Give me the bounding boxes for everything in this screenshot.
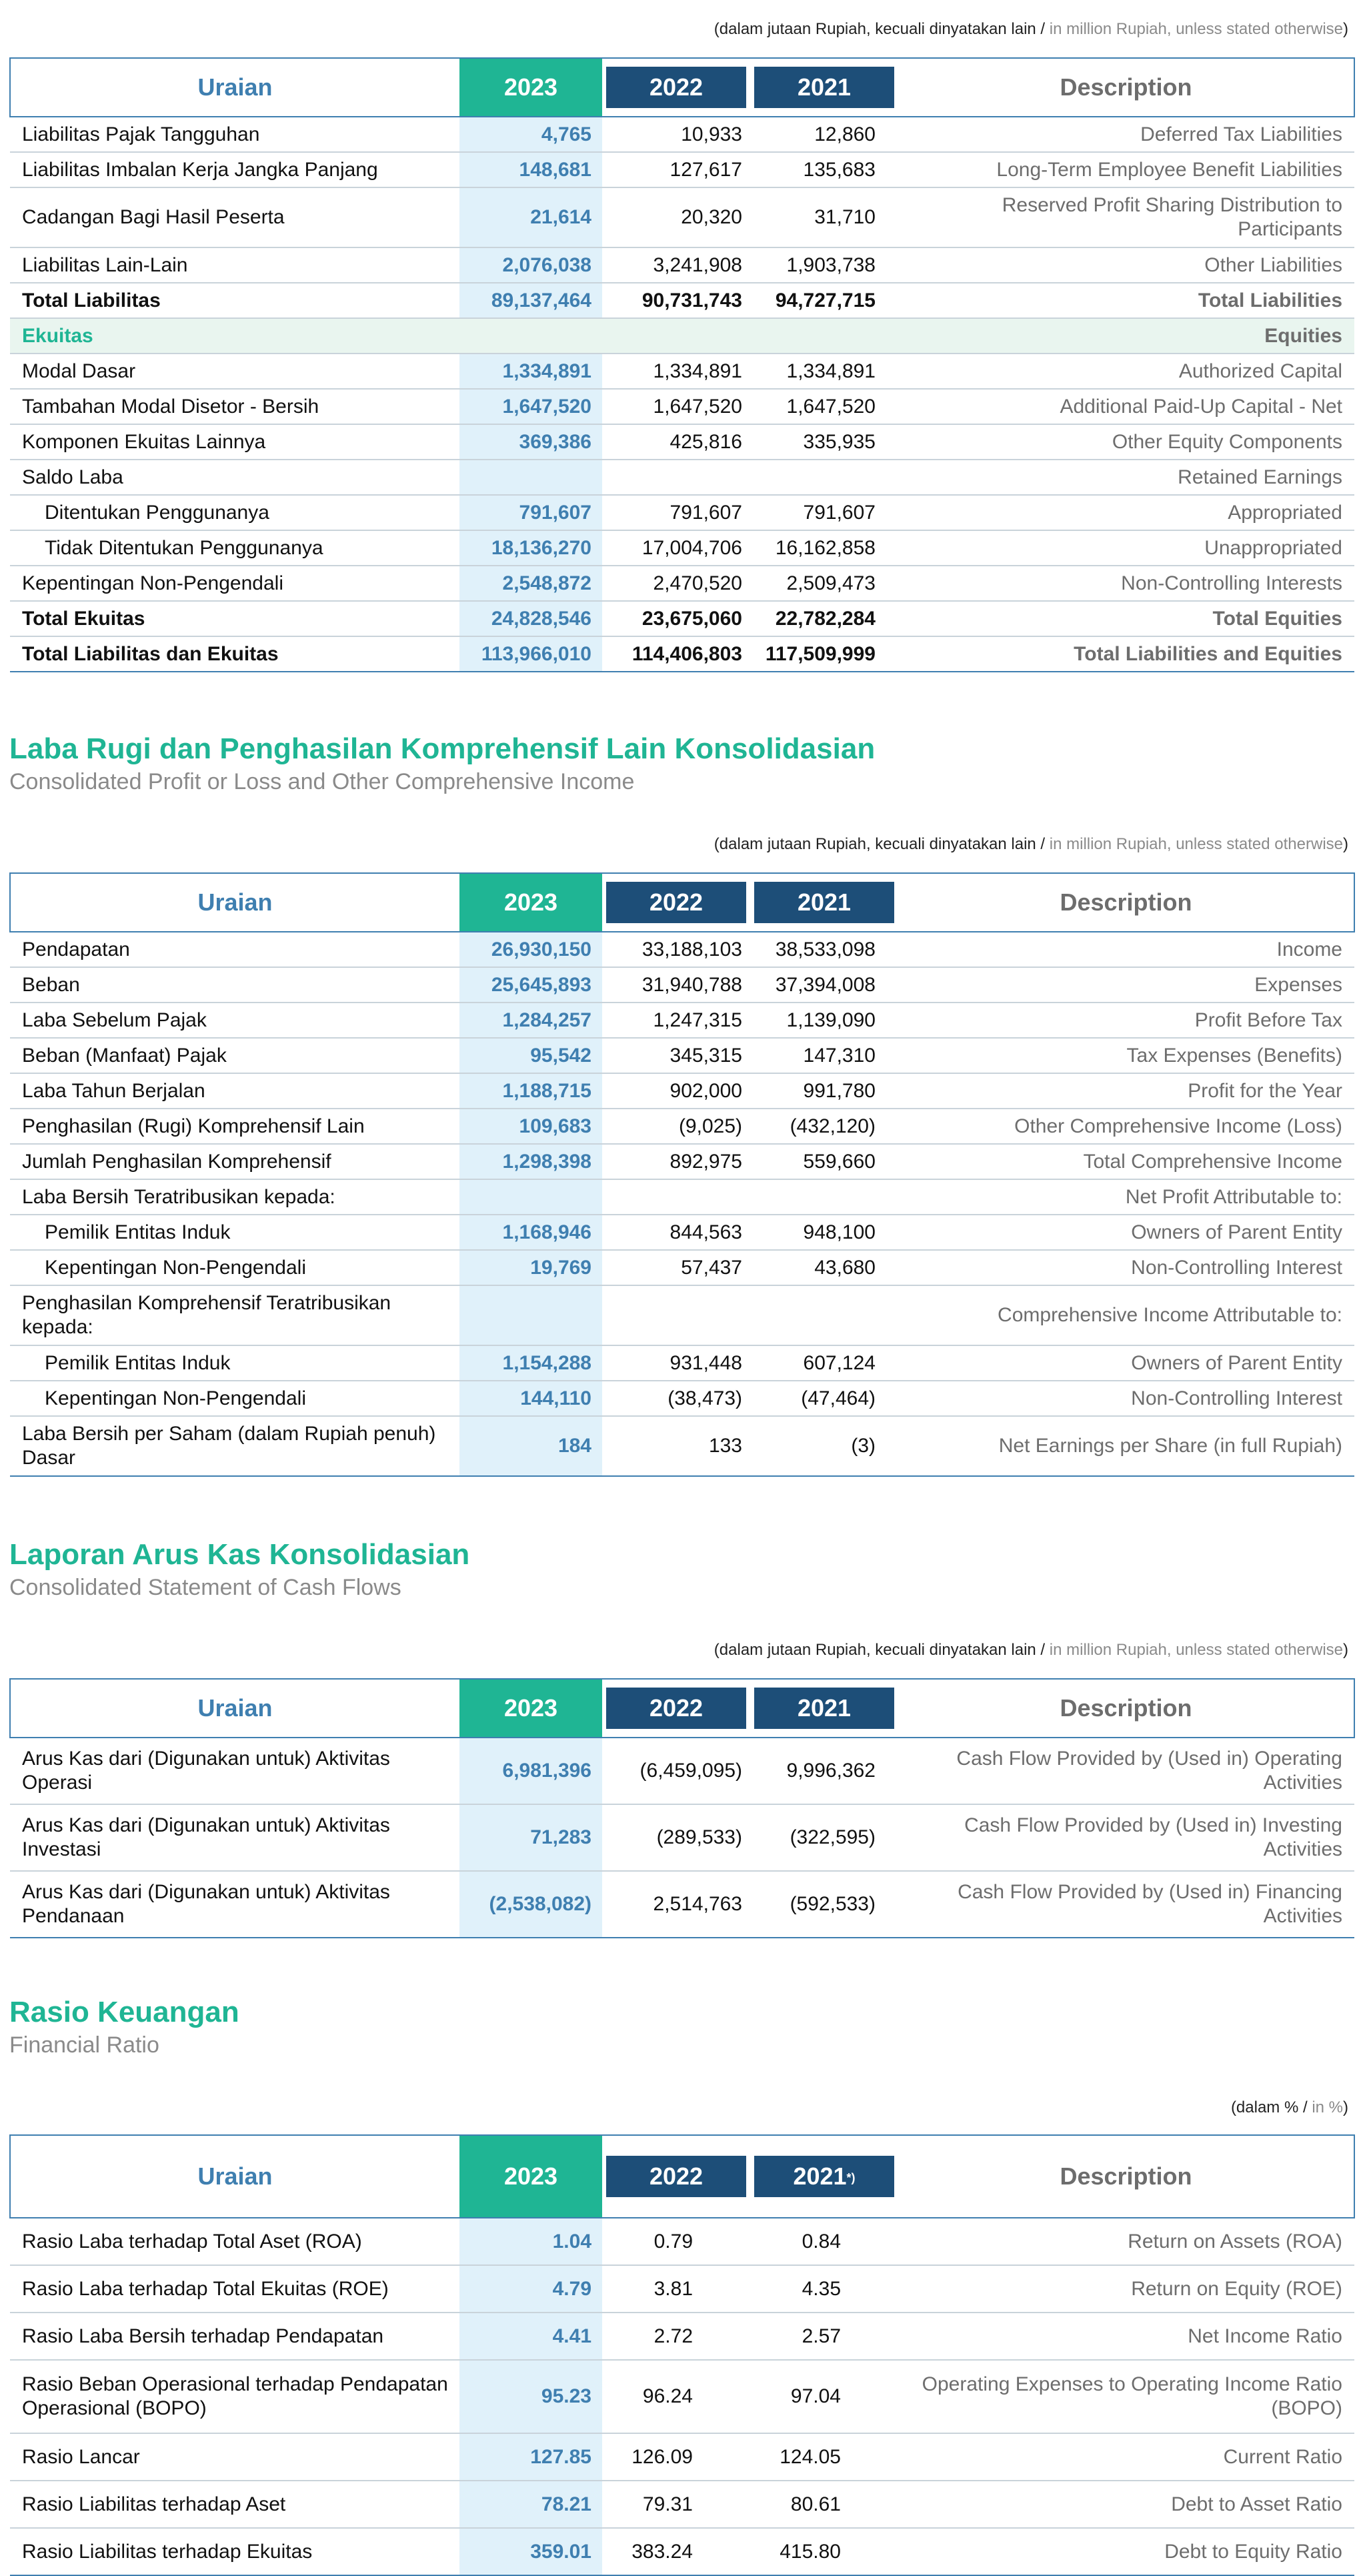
value-2023: 26,930,150 (459, 932, 602, 967)
value-2023: 1,154,288 (459, 1345, 602, 1381)
value-2021: (432,120) (750, 1109, 898, 1144)
row-label: Total Liabilitas dan Ekuitas (10, 636, 459, 672)
row-description: Additional Paid-Up Capital - Net (898, 389, 1354, 424)
row-label: Ekuitas (10, 318, 459, 354)
value-2022: 791,607 (602, 495, 750, 530)
value-2021: 1,139,090 (750, 1003, 898, 1038)
table-row (10, 424, 1354, 460)
value-2023: 359.01 (459, 2528, 602, 2575)
value-2022 (602, 1179, 750, 1215)
value-2021: 9,996,362 (750, 1738, 898, 1804)
value-2021: 4.35 (750, 2265, 898, 2313)
value-2022: 114,406,803 (602, 636, 750, 672)
table-header-row (10, 58, 1354, 117)
table-row (10, 1073, 1354, 1109)
row-description: Deferred Tax Liabilities (898, 117, 1354, 152)
row-label: Laba Bersih per Saham (dalam Rupiah penuh) Dasar (10, 1416, 459, 1476)
table-row (10, 2313, 1354, 2360)
unit-note-close: ) (1343, 1641, 1348, 1659)
value-2021: (3) (750, 1416, 898, 1476)
table-row (10, 187, 1354, 247)
balance-sheet-table (9, 57, 1355, 672)
value-2023: 4.79 (459, 2265, 602, 2313)
row-label: Arus Kas dari (Digunakan untuk) Aktivitas Investasi (10, 1804, 459, 1871)
row-label: Rasio Lancar (10, 2433, 459, 2481)
unit-note-id: (dalam jutaan Rupiah, kecuali dinyatakan lain / (714, 20, 1050, 38)
value-2022: 2,514,763 (602, 1871, 750, 1938)
table-row (10, 247, 1354, 283)
value-2022: 90,731,743 (602, 283, 750, 318)
header-2023: 2023 (459, 1679, 602, 1738)
row-label: Komponen Ekuitas Lainnya (10, 424, 459, 460)
table-row (10, 2265, 1354, 2313)
value-2023: 1,168,946 (459, 1215, 602, 1250)
row-label: Rasio Laba terhadap Total Ekuitas (ROE) (10, 2265, 459, 2313)
row-description: Income (898, 932, 1354, 967)
unit-note-close: ) (1343, 835, 1348, 853)
header-2021: 2021 (750, 58, 898, 117)
value-2021: 2,509,473 (750, 566, 898, 601)
value-2021: 117,509,999 (750, 636, 898, 672)
row-label: Laba Bersih Teratribusikan kepada: (10, 1179, 459, 1215)
table-row (10, 1381, 1354, 1416)
value-2022: 902,000 (602, 1073, 750, 1109)
row-label: Pemilik Entitas Induk (10, 1215, 459, 1250)
header-uraian: Uraian (10, 2135, 459, 2218)
row-label: Saldo Laba (10, 460, 459, 495)
value-2022: 17,004,706 (602, 530, 750, 566)
value-2022: 10,933 (602, 117, 750, 152)
value-2022: 3.81 (602, 2265, 750, 2313)
value-2021: 1,334,891 (750, 354, 898, 389)
table-row (10, 2481, 1354, 2528)
row-description: Retained Earnings (898, 460, 1354, 495)
header-description: Description (898, 873, 1354, 932)
value-2023: 1,647,520 (459, 389, 602, 424)
row-description: Return on Equity (ROE) (898, 2265, 1354, 2313)
table-row (10, 389, 1354, 424)
row-description: Non-Controlling Interest (898, 1250, 1354, 1285)
unit-note-en: in % (1312, 2098, 1343, 2116)
header-2021: 2021*) (750, 2135, 898, 2218)
value-2022: 133 (602, 1416, 750, 1476)
value-2021 (750, 460, 898, 495)
row-description: Non-Controlling Interests (898, 566, 1354, 601)
unit-note (714, 835, 1351, 854)
row-description: Authorized Capital (898, 354, 1354, 389)
value-2023 (459, 1285, 602, 1345)
row-description: Unappropriated (898, 530, 1354, 566)
value-2021: 415.80 (750, 2528, 898, 2575)
value-2021: (592,533) (750, 1871, 898, 1938)
value-2021: 0.84 (750, 2218, 898, 2265)
value-2022: 96.24 (602, 2360, 750, 2433)
value-2022: 1,334,891 (602, 354, 750, 389)
value-2023: 184 (459, 1416, 602, 1476)
header-2021: 2021 (750, 873, 898, 932)
header-2022: 2022 (602, 2135, 750, 2218)
row-label: Liabilitas Lain-Lain (10, 247, 459, 283)
table-row (10, 566, 1354, 601)
financial-ratio-heading (9, 1994, 239, 2060)
financial-ratio-table (9, 2134, 1355, 2576)
row-description: Non-Controlling Interest (898, 1381, 1354, 1416)
value-2023 (459, 460, 602, 495)
table-header-row (10, 1679, 1354, 1738)
table-header-row (10, 2135, 1354, 2218)
row-label: Kepentingan Non-Pengendali (10, 1250, 459, 1285)
row-description: Debt to Asset Ratio (898, 2481, 1354, 2528)
row-label: Tidak Ditentukan Penggunanya (10, 530, 459, 566)
row-description: Profit Before Tax (898, 1003, 1354, 1038)
table-row (10, 2218, 1354, 2265)
value-2023 (459, 318, 602, 354)
row-label: Liabilitas Pajak Tangguhan (10, 117, 459, 152)
header-2023: 2023 (459, 58, 602, 117)
value-2022: 0.79 (602, 2218, 750, 2265)
row-label: Liabilitas Imbalan Kerja Jangka Panjang (10, 152, 459, 187)
table-row (10, 967, 1354, 1003)
table-row (10, 1109, 1354, 1144)
value-2022: 20,320 (602, 187, 750, 247)
header-description: Description (898, 1679, 1354, 1738)
value-2021: 948,100 (750, 1215, 898, 1250)
section-subtitle: Consolidated Profit or Loss and Other Comprehensive Income (9, 769, 635, 794)
value-2021: 2.57 (750, 2313, 898, 2360)
table-row (10, 1179, 1354, 1215)
table-row (10, 1285, 1354, 1345)
row-description: Current Ratio (898, 2433, 1354, 2481)
row-label: Rasio Laba terhadap Total Aset (ROA) (10, 2218, 459, 2265)
value-2022: (9,025) (602, 1109, 750, 1144)
value-2021: 97.04 (750, 2360, 898, 2433)
table-row (10, 1416, 1354, 1476)
value-2022: 79.31 (602, 2481, 750, 2528)
row-description: Net Earnings per Share (in full Rupiah) (898, 1416, 1354, 1476)
value-2023: 21,614 (459, 187, 602, 247)
table-row (10, 2433, 1354, 2481)
unit-note-en: in million Rupiah, unless stated otherwise (1049, 20, 1343, 38)
value-2023: 89,137,464 (459, 283, 602, 318)
value-2021: 559,660 (750, 1144, 898, 1179)
value-2021: 124.05 (750, 2433, 898, 2481)
value-2023: 24,828,546 (459, 601, 602, 636)
value-2023: 369,386 (459, 424, 602, 460)
row-description: Reserved Profit Sharing Distribution to Participants (898, 187, 1354, 247)
header-description: Description (898, 58, 1354, 117)
row-label: Total Ekuitas (10, 601, 459, 636)
value-2021: 16,162,858 (750, 530, 898, 566)
value-2022: 23,675,060 (602, 601, 750, 636)
value-2022: 844,563 (602, 1215, 750, 1250)
cash-flow-heading (9, 1537, 469, 1602)
row-label: Rasio Liabilitas terhadap Aset (10, 2481, 459, 2528)
row-description: Owners of Parent Entity (898, 1215, 1354, 1250)
header-2022: 2022 (602, 1679, 750, 1738)
value-2023: 6,981,396 (459, 1738, 602, 1804)
value-2023: 78.21 (459, 2481, 602, 2528)
value-2022 (602, 1285, 750, 1345)
table-row (10, 495, 1354, 530)
header-description: Description (898, 2135, 1354, 2218)
value-2023: 109,683 (459, 1109, 602, 1144)
unit-note-close: ) (1343, 20, 1348, 38)
row-label: Penghasilan (Rugi) Komprehensif Lain (10, 1109, 459, 1144)
value-2023: 1,284,257 (459, 1003, 602, 1038)
value-2022: 127,617 (602, 152, 750, 187)
value-2021: 791,607 (750, 495, 898, 530)
value-2022: 2.72 (602, 2313, 750, 2360)
row-description: Operating Expenses to Operating Income Ratio (BOPO) (898, 2360, 1354, 2433)
table-row (10, 354, 1354, 389)
value-2021: 94,727,715 (750, 283, 898, 318)
table-row (10, 1345, 1354, 1381)
value-2021: 991,780 (750, 1073, 898, 1109)
value-2022: (6,459,095) (602, 1738, 750, 1804)
header-2022: 2022 (602, 873, 750, 932)
value-2022: 3,241,908 (602, 247, 750, 283)
row-description: Cash Flow Provided by (Used in) Operating Activities (898, 1738, 1354, 1804)
value-2022 (602, 318, 750, 354)
unit-note-close: ) (1343, 2098, 1348, 2116)
value-2021: 31,710 (750, 187, 898, 247)
value-2022: 425,816 (602, 424, 750, 460)
value-2021: 22,782,284 (750, 601, 898, 636)
value-2023: 18,136,270 (459, 530, 602, 566)
value-2023: 144,110 (459, 1381, 602, 1416)
row-description: Cash Flow Provided by (Used in) Investing Activities (898, 1804, 1354, 1871)
value-2023: 19,769 (459, 1250, 602, 1285)
table-row (10, 2360, 1354, 2433)
table-row (10, 460, 1354, 495)
section-subtitle: Consolidated Statement of Cash Flows (9, 1575, 401, 1600)
row-description: Total Comprehensive Income (898, 1144, 1354, 1179)
value-2023: 25,645,893 (459, 967, 602, 1003)
value-2023: 71,283 (459, 1804, 602, 1871)
table-row (10, 1003, 1354, 1038)
row-description: Tax Expenses (Benefits) (898, 1038, 1354, 1073)
value-2021: 607,124 (750, 1345, 898, 1381)
value-2021: 12,860 (750, 117, 898, 152)
table-row (10, 2528, 1354, 2575)
table-row (10, 117, 1354, 152)
row-label: Rasio Beban Operasional terhadap Pendapatan Operasional (BOPO) (10, 2360, 459, 2433)
row-label: Kepentingan Non-Pengendali (10, 1381, 459, 1416)
row-label: Tambahan Modal Disetor - Bersih (10, 389, 459, 424)
row-description: Appropriated (898, 495, 1354, 530)
value-2023: 127.85 (459, 2433, 602, 2481)
row-description: Owners of Parent Entity (898, 1345, 1354, 1381)
row-label: Beban (10, 967, 459, 1003)
row-description: Other Comprehensive Income (Loss) (898, 1109, 1354, 1144)
value-2021: 335,935 (750, 424, 898, 460)
value-2021: 1,903,738 (750, 247, 898, 283)
value-2023: 1,334,891 (459, 354, 602, 389)
value-2021 (750, 318, 898, 354)
value-2021: 1,647,520 (750, 389, 898, 424)
footnote-mark: *) (846, 2171, 856, 2184)
value-2022 (602, 460, 750, 495)
section-title: Laporan Arus Kas Konsolidasian (9, 1538, 470, 1571)
value-2023: 148,681 (459, 152, 602, 187)
profit-loss-table (9, 872, 1355, 1477)
ratio-unit-note (1231, 2098, 1351, 2117)
value-2021: 43,680 (750, 1250, 898, 1285)
value-2021 (750, 1179, 898, 1215)
value-2022: 33,188,103 (602, 932, 750, 967)
unit-note-id: (dalam jutaan Rupiah, kecuali dinyatakan lain / (714, 1641, 1050, 1659)
row-description: Debt to Equity Ratio (898, 2528, 1354, 2575)
value-2022: 383.24 (602, 2528, 750, 2575)
value-2023: (2,538,082) (459, 1871, 602, 1938)
row-label: Beban (Manfaat) Pajak (10, 1038, 459, 1073)
table-row (10, 1038, 1354, 1073)
row-description: Other Liabilities (898, 247, 1354, 283)
row-label: Total Liabilitas (10, 283, 459, 318)
row-description: Cash Flow Provided by (Used in) Financing Activities (898, 1871, 1354, 1938)
row-label: Penghasilan Komprehensif Teratribusikan kepada: (10, 1285, 459, 1345)
value-2022: 2,470,520 (602, 566, 750, 601)
row-description: Total Liabilities (898, 283, 1354, 318)
row-label: Kepentingan Non-Pengendali (10, 566, 459, 601)
section-title: Laba Rugi dan Penghasilan Komprehensif Lain Konsolidasian (9, 732, 876, 765)
header-2022: 2022 (602, 58, 750, 117)
value-2023: 95,542 (459, 1038, 602, 1073)
row-description: Return on Assets (ROA) (898, 2218, 1354, 2265)
unit-note-en: in million Rupiah, unless stated otherwise (1049, 1641, 1343, 1659)
row-label: Modal Dasar (10, 354, 459, 389)
value-2021: (47,464) (750, 1381, 898, 1416)
profit-loss-heading (9, 731, 875, 796)
row-description: Total Equities (898, 601, 1354, 636)
table-row (10, 932, 1354, 967)
row-description: Long-Term Employee Benefit Liabilities (898, 152, 1354, 187)
row-label: Laba Sebelum Pajak (10, 1003, 459, 1038)
value-2022: 345,315 (602, 1038, 750, 1073)
table-row (10, 1738, 1354, 1804)
table-row (10, 283, 1354, 318)
value-2023: 1.04 (459, 2218, 602, 2265)
value-2021: 80.61 (750, 2481, 898, 2528)
value-2022: 931,448 (602, 1345, 750, 1381)
value-2023: 1,298,398 (459, 1144, 602, 1179)
value-2023: 791,607 (459, 495, 602, 530)
row-description: Expenses (898, 967, 1354, 1003)
table-row (10, 318, 1354, 354)
value-2021: 38,533,098 (750, 932, 898, 967)
value-2023: 113,966,010 (459, 636, 602, 672)
table-row (10, 1215, 1354, 1250)
header-2023: 2023 (459, 2135, 602, 2218)
row-label: Rasio Laba Bersih terhadap Pendapatan (10, 2313, 459, 2360)
value-2023 (459, 1179, 602, 1215)
row-label: Arus Kas dari (Digunakan untuk) Aktivitas Pendanaan (10, 1871, 459, 1938)
table-row (10, 1250, 1354, 1285)
section-subtitle: Financial Ratio (9, 2032, 159, 2058)
value-2023: 4.41 (459, 2313, 602, 2360)
row-label: Jumlah Penghasilan Komprehensif (10, 1144, 459, 1179)
unit-note-id: (dalam % / (1230, 2098, 1312, 2116)
table-row (10, 636, 1354, 672)
row-label: Ditentukan Penggunanya (10, 495, 459, 530)
value-2023: 2,548,872 (459, 566, 602, 601)
header-uraian: Uraian (10, 58, 459, 117)
row-description: Net Income Ratio (898, 2313, 1354, 2360)
value-2022: (38,473) (602, 1381, 750, 1416)
value-2022: (289,533) (602, 1804, 750, 1871)
table-row (10, 1871, 1354, 1938)
header-uraian: Uraian (10, 873, 459, 932)
row-description: Comprehensive Income Attributable to: (898, 1285, 1354, 1345)
value-2021: 37,394,008 (750, 967, 898, 1003)
unit-note (714, 20, 1351, 39)
row-label: Cadangan Bagi Hasil Peserta (10, 187, 459, 247)
row-description: Total Liabilities and Equities (898, 636, 1354, 672)
unit-note-id: (dalam jutaan Rupiah, kecuali dinyatakan lain / (714, 835, 1050, 853)
value-2023: 2,076,038 (459, 247, 602, 283)
value-2022: 31,940,788 (602, 967, 750, 1003)
value-2022: 126.09 (602, 2433, 750, 2481)
row-description: Other Equity Components (898, 424, 1354, 460)
header-2023: 2023 (459, 873, 602, 932)
row-description: Profit for the Year (898, 1073, 1354, 1109)
header-2021: 2021 (750, 1679, 898, 1738)
row-description: Net Profit Attributable to: (898, 1179, 1354, 1215)
table-row (10, 601, 1354, 636)
value-2022: 1,647,520 (602, 389, 750, 424)
table-row (10, 1144, 1354, 1179)
unit-note (714, 1641, 1351, 1660)
value-2022: 1,247,315 (602, 1003, 750, 1038)
value-2021 (750, 1285, 898, 1345)
row-label: Arus Kas dari (Digunakan untuk) Aktivitas Operasi (10, 1738, 459, 1804)
unit-note-en: in million Rupiah, unless stated otherwise (1049, 835, 1343, 853)
row-label: Laba Tahun Berjalan (10, 1073, 459, 1109)
value-2021: 147,310 (750, 1038, 898, 1073)
value-2023: 1,188,715 (459, 1073, 602, 1109)
table-row (10, 1804, 1354, 1871)
value-2022: 57,437 (602, 1250, 750, 1285)
row-description: Equities (898, 318, 1354, 354)
table-row (10, 530, 1354, 566)
value-2023: 95.23 (459, 2360, 602, 2433)
value-2022: 892,975 (602, 1144, 750, 1179)
section-title: Rasio Keuangan (9, 1996, 239, 2028)
row-label: Rasio Liabilitas terhadap Ekuitas (10, 2528, 459, 2575)
header-uraian: Uraian (10, 1679, 459, 1738)
table-row (10, 152, 1354, 187)
row-label: Pendapatan (10, 932, 459, 967)
value-2021: (322,595) (750, 1804, 898, 1871)
cash-flow-table (9, 1678, 1355, 1938)
table-header-row (10, 873, 1354, 932)
value-2021: 135,683 (750, 152, 898, 187)
row-label: Pemilik Entitas Induk (10, 1345, 459, 1381)
value-2023: 4,765 (459, 117, 602, 152)
